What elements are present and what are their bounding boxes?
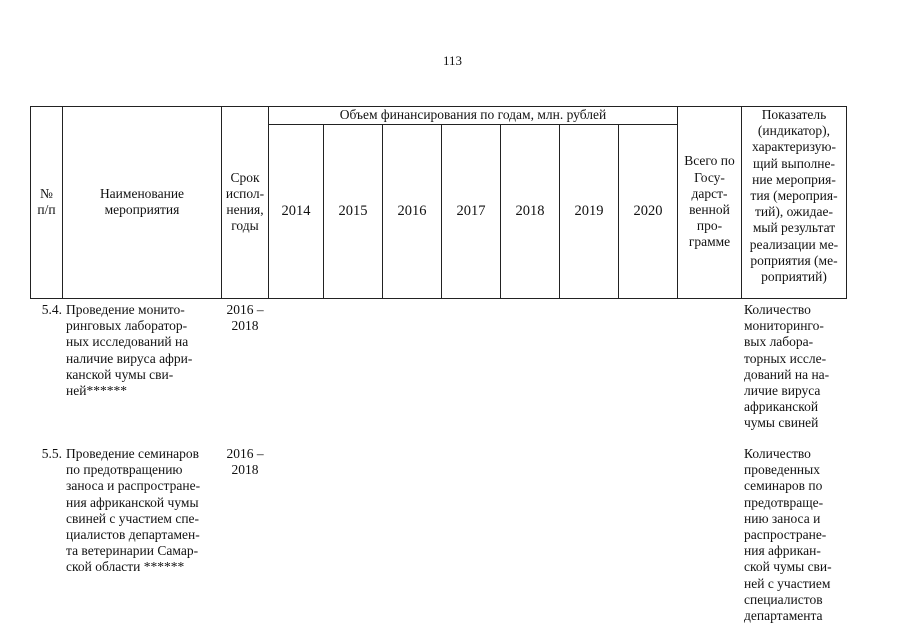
row-name: Проведение семинаров по предотвращению заноса и распростране- ния африканской чумы свиней с участием спе- циалистов департамен- та ветеринарии Самар- ской области ****** <box>66 446 201 575</box>
row-indicator: Количество мониторинго- вых лабора- торных иссле- дований на на- личие вируса африканской чумы свиней <box>744 302 830 431</box>
header-name: Наименование мероприятия <box>99 185 185 217</box>
header-num: № п/п <box>37 185 56 217</box>
header-indicator: Показатель (индикатор), характеризую- щий выполне- ние мероприя- тия (мероприя- тий), ожидае- мый результат реализации ме- роприятия (ме- роприятий) <box>749 107 839 285</box>
header-term: Срок испол- нения, годы <box>225 169 265 234</box>
header-funding-title: Объем финансирования по годам, млн. рублей <box>339 107 607 122</box>
header-year: 2018 <box>515 203 545 220</box>
row-name: Проведение монито- ринговых лаборатор- ных исследований на наличие вируса афри- канской чумы сви- ней****** <box>66 302 193 399</box>
row-number: 5.4. <box>41 302 62 317</box>
header-year: 2017 <box>456 203 486 220</box>
header-total: Всего по Госу- дарст- венной про- грамме <box>684 153 735 250</box>
header-year: 2014 <box>281 203 311 220</box>
header-year: 2015 <box>338 203 368 220</box>
header-year: 2020 <box>633 203 663 220</box>
header-year: 2019 <box>574 203 604 220</box>
row-term: 2016 – 2018 <box>226 446 264 478</box>
header-year: 2016 <box>397 203 427 220</box>
row-number: 5.5. <box>41 446 62 461</box>
row-indicator: Количество проведенных семинаров по предотвраще- нию заноса и распростране- ния африкан- ской чумы сви- ней с участием специалистов департамента <box>744 446 832 624</box>
page-number: 113 <box>442 53 463 68</box>
row-term: 2016 – 2018 <box>226 302 264 334</box>
